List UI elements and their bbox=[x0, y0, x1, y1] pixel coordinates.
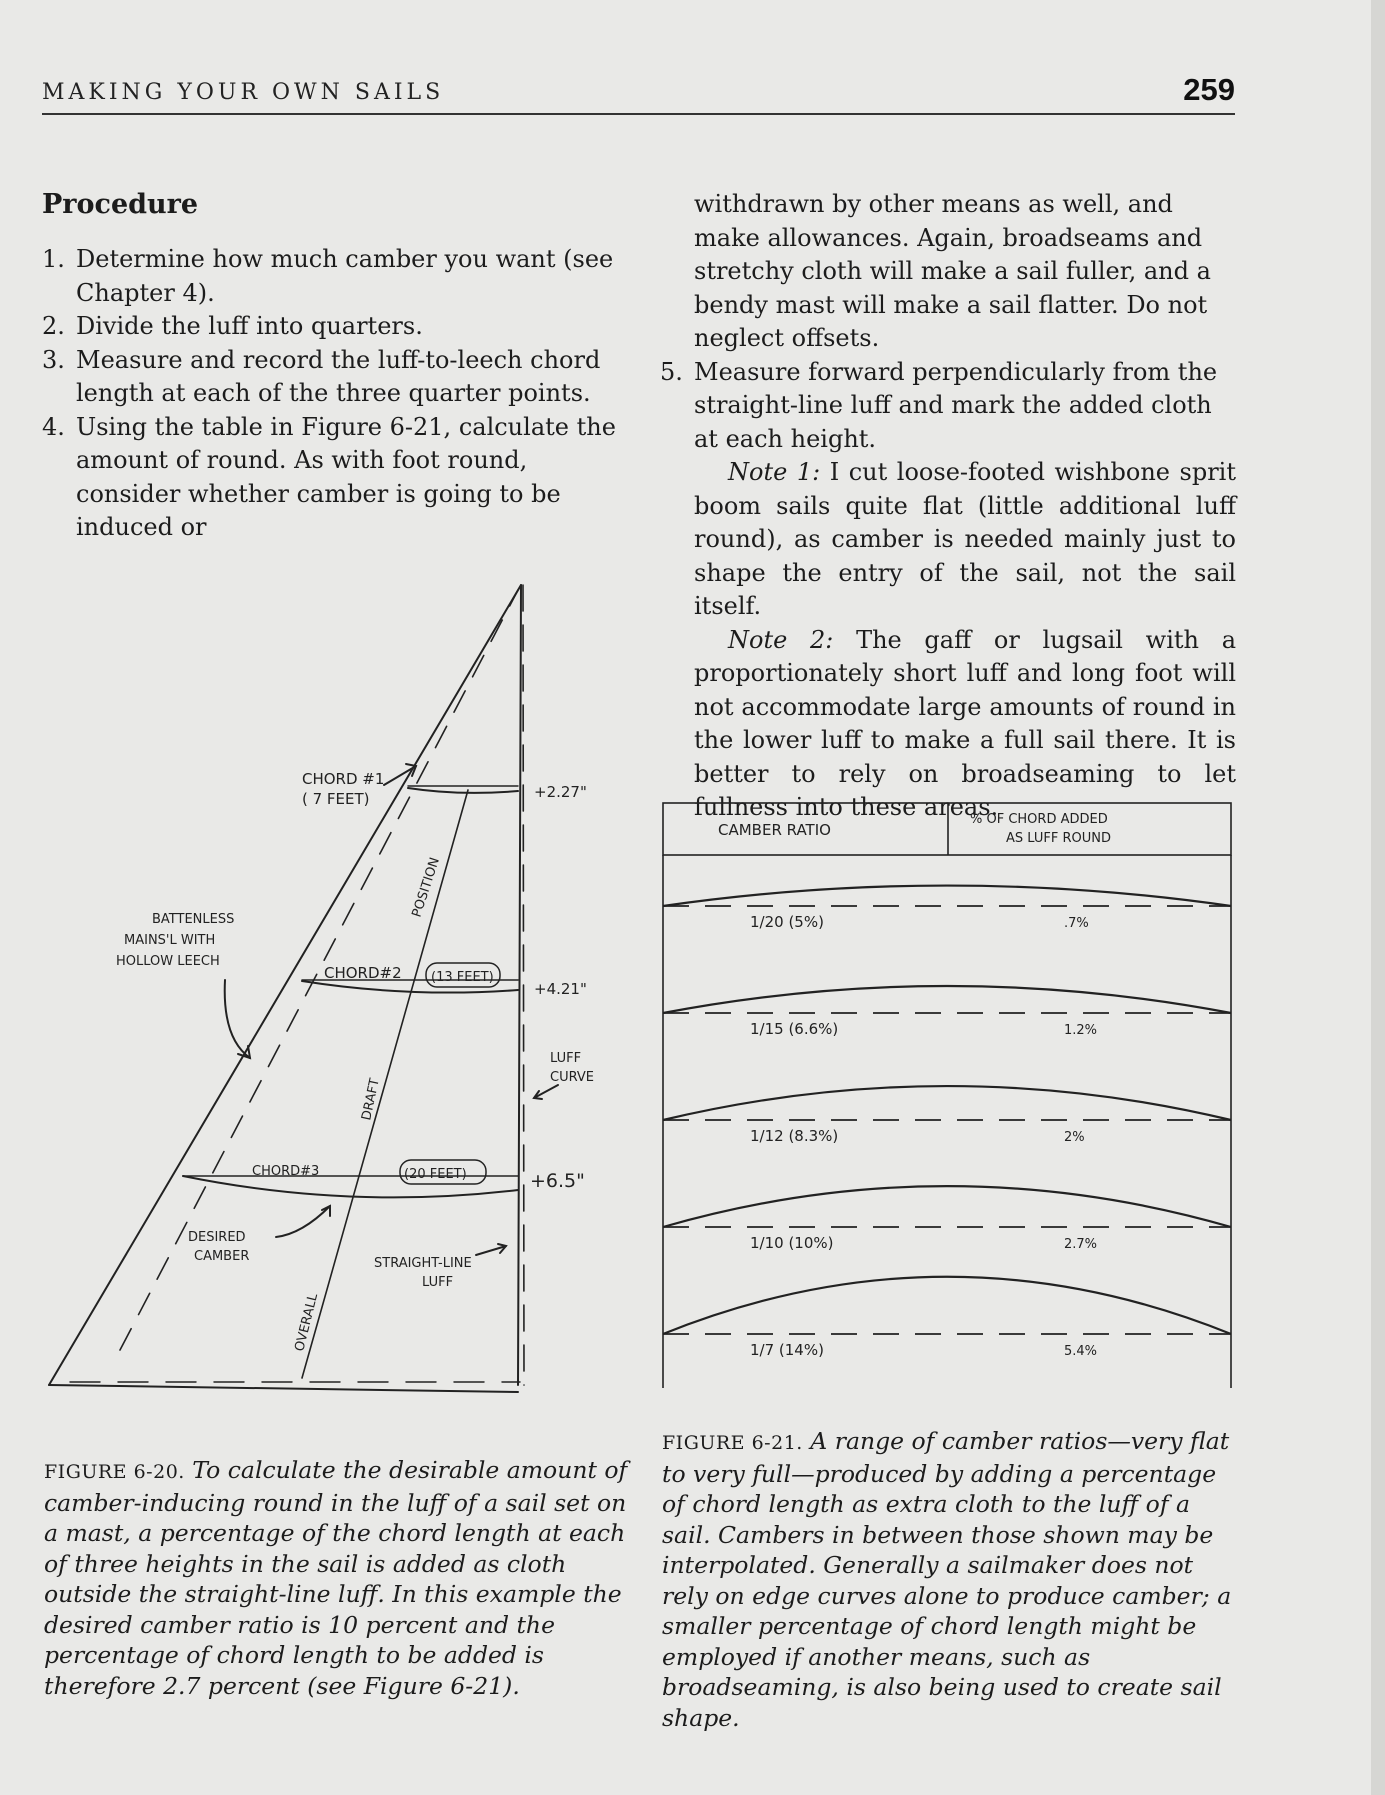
chord-2-length: (13 FEET) bbox=[431, 970, 494, 985]
desired-camber-label: DESIRED bbox=[188, 1230, 246, 1245]
page-number: 259 bbox=[1183, 72, 1235, 107]
straight-line-luff bbox=[518, 585, 521, 1385]
draft-label: DRAFT bbox=[359, 1077, 383, 1122]
list-item: 1. Determine how much camber you want (see Chapter 4). bbox=[42, 245, 614, 307]
chord-3-curve bbox=[183, 1176, 518, 1197]
camber-arc bbox=[663, 1186, 1231, 1227]
figure-6-21-caption: FIGURE 6-21. A range of camber ratios—very flat to very full—produced by adding a percentage of chord length as extra cloth to the luff of a sail. Cambers in between those shown may be interpolated. Generally a sailmaker does not rely on edge curves alone to produce camber; a smaller percentage of chord length might be employed if another means, such as broadseaming, is also being used to create sail shape. bbox=[662, 1427, 1232, 1732]
position-label: POSITION bbox=[409, 855, 443, 920]
percent-label: 1.2% bbox=[1064, 1023, 1098, 1038]
percent-label: 5.4% bbox=[1064, 1344, 1098, 1359]
page-edge bbox=[1371, 0, 1385, 1795]
figure-6-20-caption: FIGURE 6-20. To calculate the desirable amount of camber-inducing round in the luff of a sail set on a mast, a percentage of the chord length at each of three heights in the sail is added as cloth outside the straight-line luff. In this example the desired camber ratio is 10 percent and the percentage of chord length to be added is therefore 2.7 percent (see Figure 6-21). bbox=[44, 1456, 628, 1700]
list-item: 2. Divide the luff into quarters. bbox=[42, 312, 423, 340]
procedure-steps-cont bbox=[660, 356, 1236, 457]
step4-continuation: withdrawn by other means as well, and make allowances. Again, broadseams and stretchy cloth will make a sail fuller, and a bendy mast will make a sail flatter. Do not neglect offsets. bbox=[694, 190, 1211, 352]
camber-ratio-label: 1/12 (8.3%) bbox=[750, 1127, 839, 1145]
running-header: MAKING YOUR OWN SAILS bbox=[42, 80, 445, 105]
note-1: Note 1: I cut loose-footed wishbone sprit boom sails quite flat (little additional luff round), as camber is needed mainly just to shape the entry of the sail, not the sail itself. bbox=[694, 458, 1236, 620]
figure-6-20-diagram bbox=[40, 570, 630, 1410]
arrow-leech bbox=[225, 980, 250, 1058]
luff-curve-label: LUFF bbox=[550, 1051, 582, 1066]
section-heading: Procedure bbox=[42, 189, 199, 220]
chord-3-value: +6.5" bbox=[530, 1170, 585, 1192]
camber-arc bbox=[663, 886, 1231, 906]
percent-label: .7% bbox=[1064, 916, 1089, 931]
battenless-label-3: HOLLOW LEECH bbox=[116, 954, 220, 969]
list-item: 4. Using the table in Figure 6-21, calculate the amount of round. As with foot round, consider whether camber is going to be induced or bbox=[42, 412, 616, 541]
chord-1-length: ( 7 FEET) bbox=[302, 790, 370, 808]
battenless-label: BATTENLESS bbox=[152, 912, 235, 927]
camber-ratio-label: 1/10 (10%) bbox=[750, 1234, 834, 1252]
procedure-steps bbox=[42, 243, 617, 545]
camber-arc bbox=[663, 986, 1231, 1013]
desired-camber-label-2: CAMBER bbox=[194, 1249, 250, 1264]
left-column bbox=[42, 188, 617, 545]
header-rule bbox=[42, 113, 1235, 115]
chord-2-value: +4.21" bbox=[534, 980, 587, 998]
luff-curve-label-2: CURVE bbox=[550, 1070, 595, 1085]
percent-label: 2% bbox=[1064, 1130, 1085, 1145]
list-item: 3. Measure and record the luff-to-leech chord length at each of the three quarter points. bbox=[42, 345, 601, 407]
chord-1-curve bbox=[408, 788, 518, 793]
luff-curve-line bbox=[523, 585, 524, 1385]
chord-1-label: CHORD #1 bbox=[302, 770, 385, 788]
camber-arc bbox=[663, 1086, 1231, 1120]
chord-2-label: CHORD#2 bbox=[324, 964, 402, 982]
list-item: 5. Measure forward perpendicularly from the straight-line luff and mark the added cloth at each height. bbox=[660, 357, 1218, 453]
chord-1-value: +2.27" bbox=[534, 783, 587, 801]
camber-ratio-label: 1/20 (5%) bbox=[750, 913, 824, 931]
chord-3-label: CHORD#3 bbox=[252, 1164, 320, 1179]
straight-luff-label-2: LUFF bbox=[422, 1275, 454, 1290]
figure-6-21-table bbox=[660, 800, 1235, 1392]
camber-arc bbox=[663, 1277, 1231, 1334]
right-column bbox=[660, 188, 1236, 825]
percent-label: 2.7% bbox=[1064, 1237, 1098, 1252]
straight-luff-label: STRAIGHT-LINE bbox=[374, 1256, 472, 1271]
camber-ratio-label: 1/15 (6.6%) bbox=[750, 1020, 839, 1038]
camber-ratio-label: 1/7 (14%) bbox=[750, 1341, 824, 1359]
overall-label: OVERALL bbox=[292, 1292, 322, 1353]
chord-3-length: (20 FEET) bbox=[404, 1167, 467, 1182]
col1-header: CAMBER RATIO bbox=[718, 821, 831, 839]
note-2: Note 2: The gaff or lugsail with a proportionately short luff and long foot will not accommodate large amounts of round in the lower luff to make a full sail there. It is better to rely on broadseaming to let fullness into these areas. bbox=[694, 625, 1237, 821]
col2-header-2: AS LUFF ROUND bbox=[1006, 831, 1111, 846]
camber-rows bbox=[663, 886, 1231, 1359]
battenless-label-2: MAINS'L WITH bbox=[124, 933, 216, 948]
col2-header: % OF CHORD ADDED bbox=[970, 812, 1108, 827]
sail-foot bbox=[49, 1385, 518, 1392]
